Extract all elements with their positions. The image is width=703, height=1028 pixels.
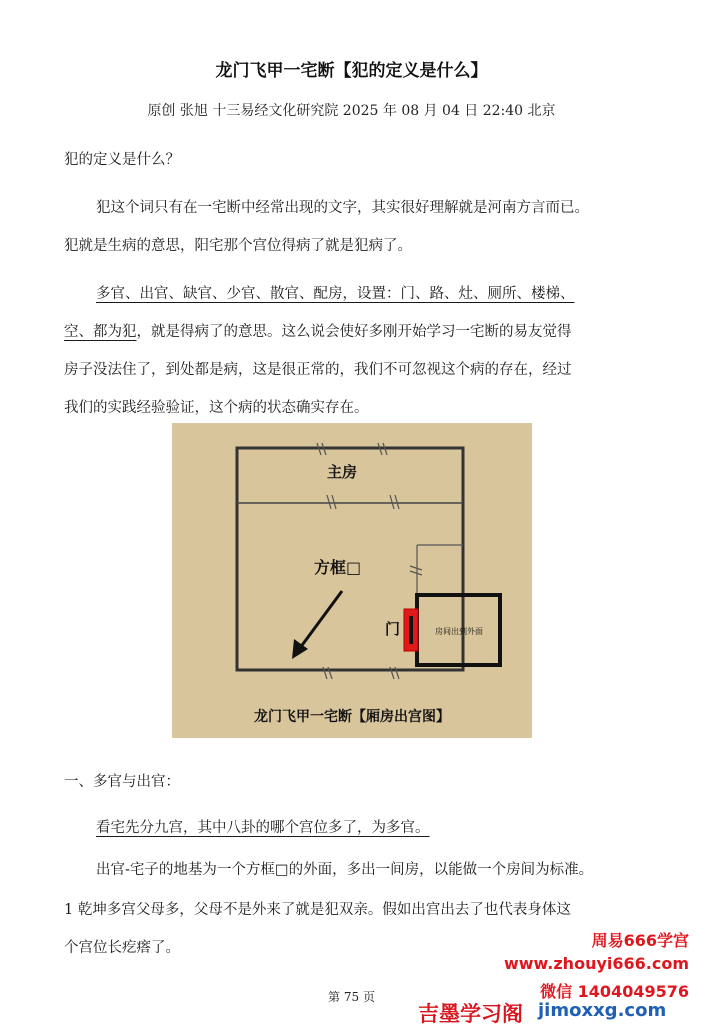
paragraph-1-line-1: 犯这个词只有在一宅断中经常出现的文字，其实很好理解就是河南方言而已。	[96, 200, 589, 216]
arrow-shaft	[300, 591, 342, 648]
paragraph-1-line-2: 犯就是生病的意思，阳宅那个宫位得病了就是犯病了。	[64, 238, 412, 254]
paragraph-2-line-1: 多官、出官、缺官、少官、散官、配房，设置：门、路、灶、厕所、楼梯、	[96, 286, 575, 302]
watermark-line-1: 周易666学宫	[591, 931, 689, 950]
floor-plan-diagram	[172, 423, 532, 738]
box-label: 方框□	[314, 558, 362, 577]
figure-caption: 龙门飞甲一宅断【厢房出宫图】	[254, 709, 450, 725]
paragraph-2-rest: ，就是得病了的意思。这么说会使好多刚开始学习一宅断的易友觉得	[136, 324, 572, 340]
page-number: 第 75 页	[328, 990, 375, 1004]
paragraph-2-underlined: 空、都为犯	[64, 324, 137, 340]
article-byline: 原创 张旭 十三易经文化研究院 2025 年 08 月 04 日 22:40 北京	[147, 103, 556, 119]
watermark-line-2: www.zhouyi666.com	[503, 954, 689, 973]
section-1-paragraph-2-line-2: 个宫位长疙瘩了。	[64, 940, 180, 956]
section-1-paragraph-2-line-1: 1 乾坤多宫父母多，父母不是外来了就是犯双亲。假如出宫出去了也代表身体这	[64, 902, 571, 918]
outer-room-label: 房间出到外面	[435, 627, 483, 636]
question-line: 犯的定义是什么？	[64, 152, 180, 168]
watermark-line-3: 微信 1404049576	[540, 982, 689, 1001]
paragraph-2-line-4: 我们的实践经验验证，这个病的状态确实存在。	[64, 400, 369, 416]
door-bar	[409, 616, 413, 644]
floor-plan-figure	[172, 423, 532, 738]
watermark-logo: 吉墨学习阁	[418, 1002, 523, 1026]
section-1-heading: 一、多官与出官：	[64, 774, 180, 790]
paragraph-2-line-2	[64, 320, 572, 341]
main-room-label: 主房	[326, 463, 358, 481]
section-1-rule: 看宅先分九宫，其中八卦的哪个宫位多了，为多官。	[96, 820, 430, 836]
door-label: 门	[385, 620, 401, 638]
section-1-paragraph-1: 出官-宅子的地基为一个方框□的外面，多出一间房，以能做一个房间为标准。	[96, 862, 594, 878]
watermark-site: jimoxxg.com	[538, 1000, 667, 1021]
article-title: 龙门飞甲一宅断【犯的定义是什么】	[215, 61, 488, 81]
paragraph-2-line-3: 房子没法住了，到处都是病，这是很正常的，我们不可忽视这个病的存在，经过	[64, 362, 572, 378]
